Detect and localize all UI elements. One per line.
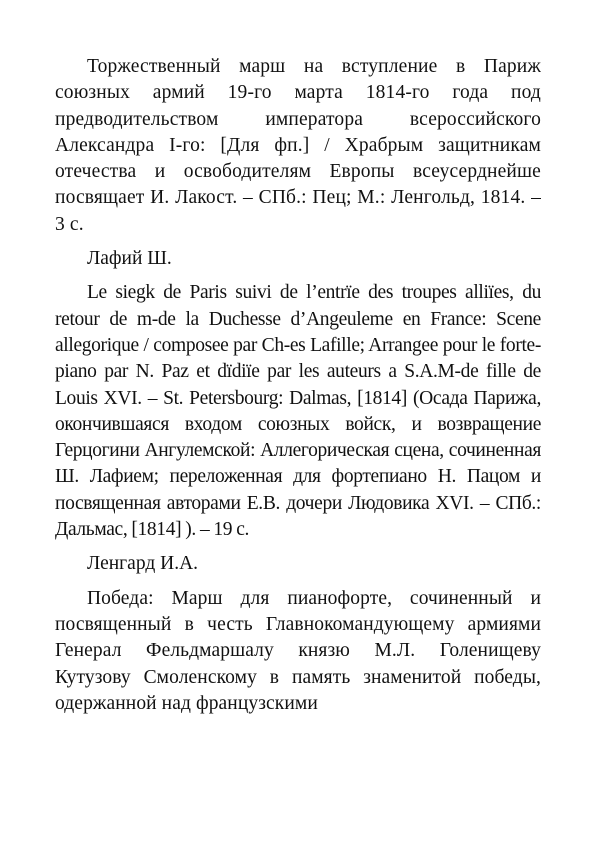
bibliography-entry-lengard: Победа: Марш для пианофорте, сочиненный и посвященный в честь Главнокомандующему армиями Генерал Фельдмаршалу князю М.Л. Голенищеву Кутузову Смоленскому в память знаменитой победы, одержанной над французскими (55, 587, 541, 714)
bibliography-entry-lacoste: Торжественный марш на вступление в Париж союзных армий 19-го марта 1814-го года под предводительством императора всероссийского Александра I-го: [Для фп.] / Храбрым защитникам отечества и освободителям Европы всеусерднейше посвящает И. Лакост. – СПб.: Пец; М.: Ленгольд, 1814. – 3 с. (55, 56, 541, 235)
author-lengard: Ленгард И.А. (87, 553, 199, 575)
bibliography-entry-lafille: Le siegk de Paris suivi de l’entrïe des troupes alliïes, du retour de m-de la Duchesse d’Angeuleme en France: Scene allegorique / composee par Ch-es Lafille; Arrangee pour le forte-piano par N. Paz et dïdiïe par les auteurs a S.A.M-de fille de Louis XVI. – St. Petersbourg: Dalmas, [1814] (Осада Парижа, окончившаяся входом союзных войск, и возвращение Герцогини Ангулемской: Аллегорическая сцена, сочиненная Ш. Лафием; переложенная для фортепиано Н. Пацом и посвященная авторами Е.В. дочери Людовика XVI. – СПб.: Дальмас, [1814] ). – 19 с. (55, 282, 541, 541)
bibliography-text (55, 54, 541, 725)
author-lafille: Лафий Ш. (87, 248, 172, 270)
